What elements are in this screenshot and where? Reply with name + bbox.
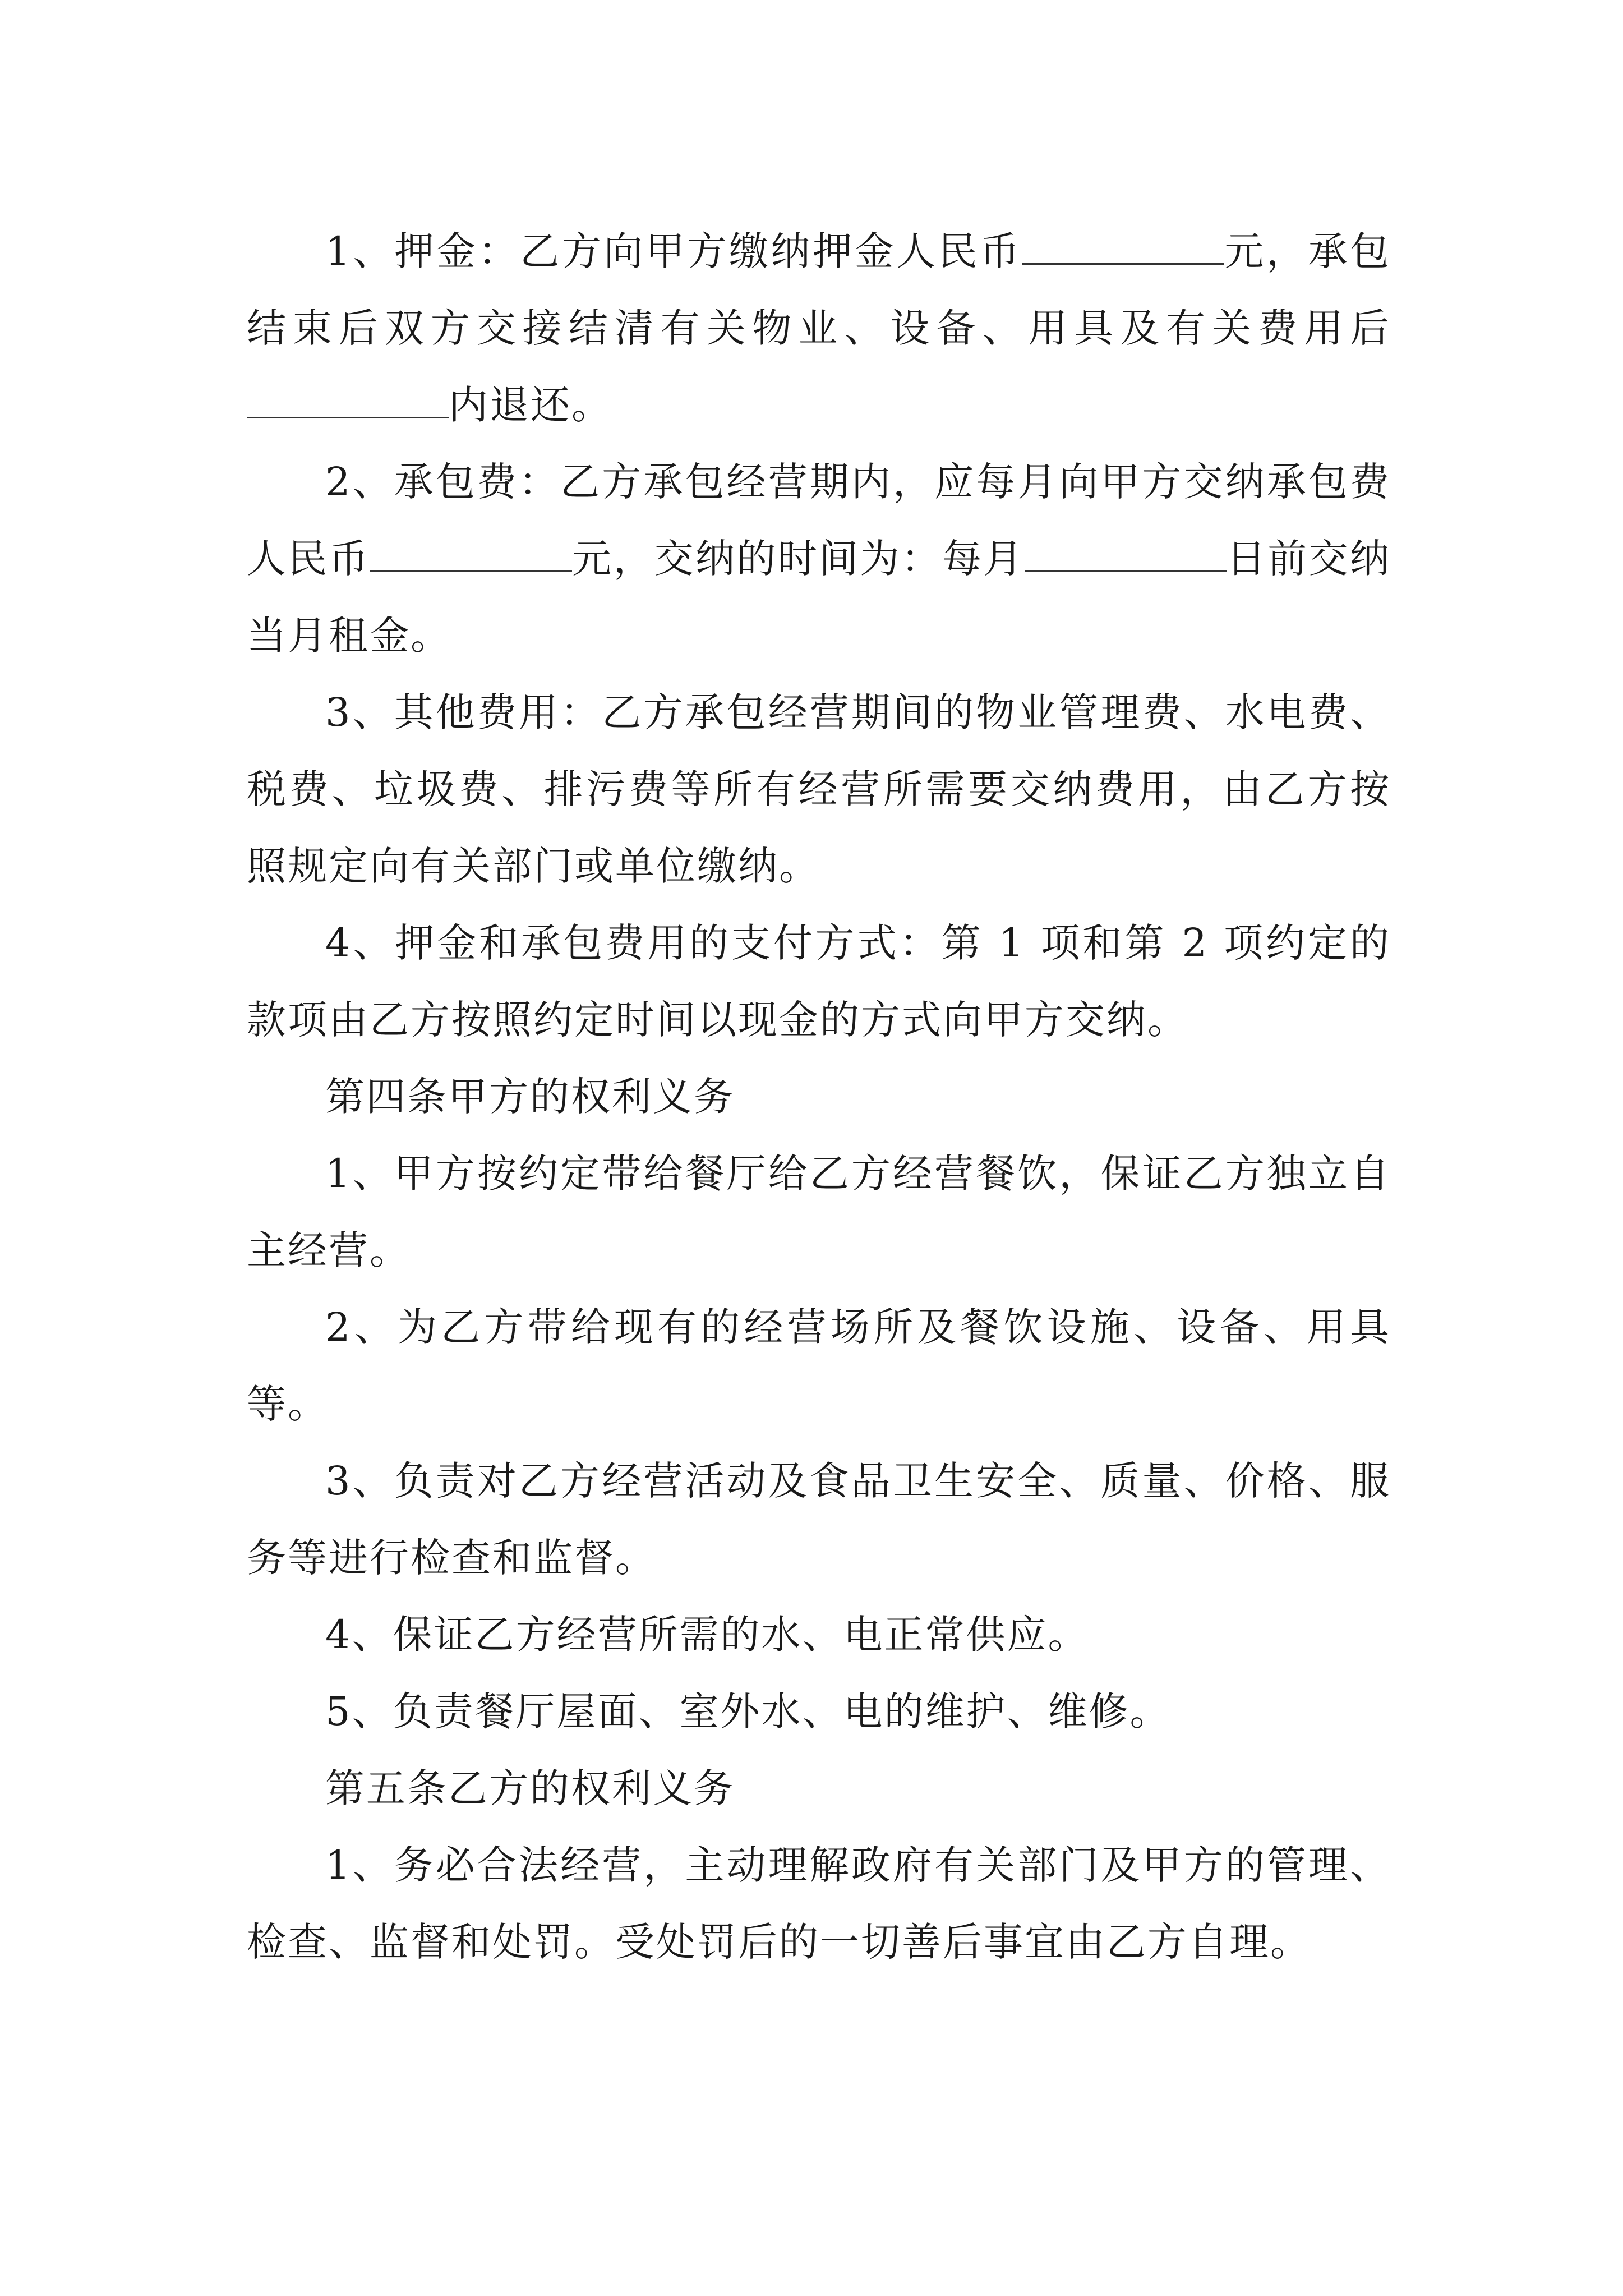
deposit-text-3: 内退还。 — [449, 382, 612, 428]
deposit-text-1: 1、押金：乙方向甲方缴纳押金人民币 — [325, 228, 1022, 274]
paragraph-other-fees: 3、其他费用：乙方承包经营期间的物业管理费、水电费、税费、垃圾费、排污费等所有经营所需要交纳费用，由乙方按照规定向有关部门或单位缴纳。 — [247, 689, 1391, 889]
section4-item-1: 1、甲方按约定带给餐厅给乙方经营餐饮，保证乙方独立自主经营。 — [247, 1151, 1391, 1273]
section5-heading: 第五条乙方的权利义务 — [325, 1765, 735, 1811]
fee-day-blank — [1025, 535, 1227, 572]
fee-text-2: 元，交纳的时间为：每月 — [571, 536, 1025, 582]
paragraph-payment-method: 4、押金和承包费用的支付方式：第 1 项和第 2 项约定的款项由乙方按照约定时间以现金的方式向甲方交纳。 — [247, 920, 1391, 1043]
deposit-return-period-blank — [247, 381, 449, 418]
section5-item-1: 1、务必合法经营，主动理解政府有关部门及甲方的管理、检查、监督和处罚。受处罚后的一切善后事宜由乙方自理。 — [247, 1842, 1391, 1965]
fee-amount-blank — [370, 535, 572, 572]
section4-item-5: 5、负责餐厅屋面、室外水、电的维护、维修。 — [325, 1688, 1171, 1734]
section4-item-3: 3、负责对乙方经营活动及食品卫生安全、质量、价格、服务等进行检查和监督。 — [247, 1458, 1391, 1581]
fee-text-1: 2、承包费：乙方承包经营期内，应每月向甲方交纳承包费人民币 — [247, 459, 1391, 582]
paragraph-contract-fee — [247, 444, 1391, 674]
document-page — [247, 213, 1391, 1981]
section4-item-4: 4、保证乙方经营所需的水、电正常供应。 — [325, 1612, 1089, 1658]
paragraph-deposit — [247, 213, 1391, 444]
deposit-text-2: 元，承包结束后双方交接结清有关物业、设备、用具及有关费用后 — [247, 228, 1391, 351]
deposit-amount-blank — [1022, 228, 1224, 265]
section4-item-2: 2、为乙方带给现有的经营场所及餐饮设施、设备、用具等。 — [247, 1304, 1391, 1427]
section4-heading: 第四条甲方的权利义务 — [325, 1074, 735, 1120]
fee-text-3: 日前交纳当月租金。 — [247, 536, 1391, 659]
